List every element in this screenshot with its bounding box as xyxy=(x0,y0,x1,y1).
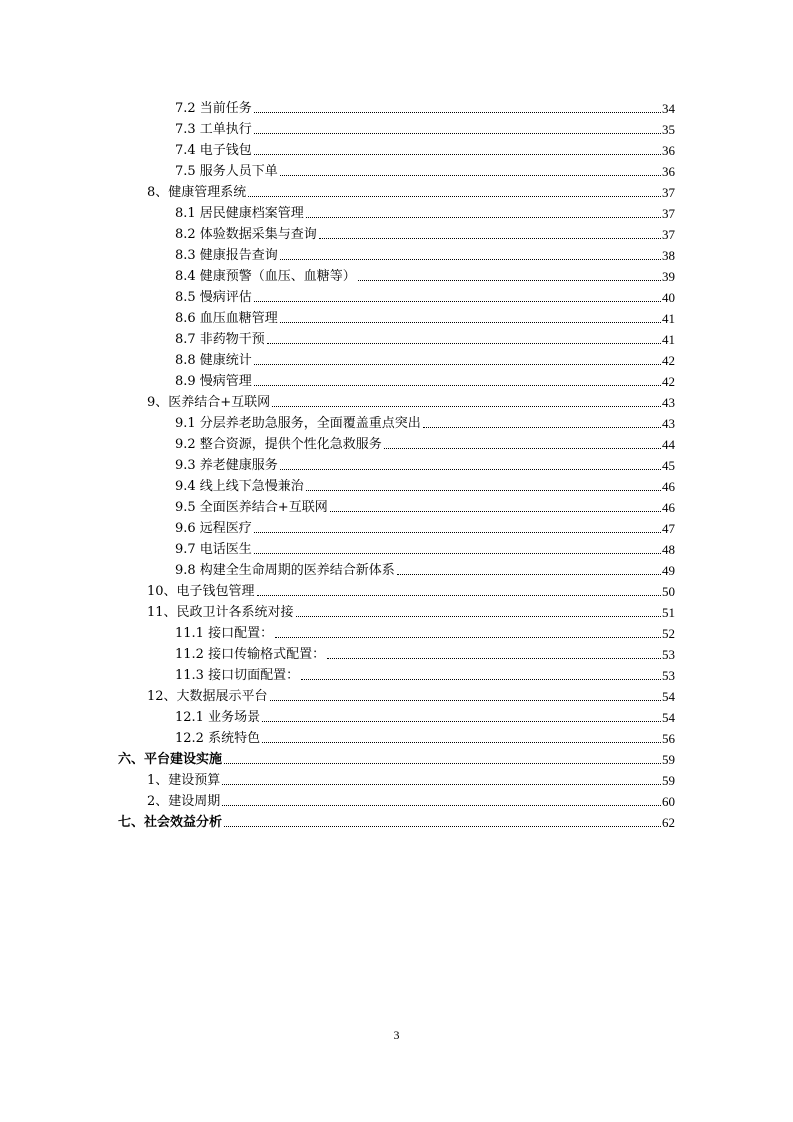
toc-entry[interactable] xyxy=(0,264,675,285)
toc-entry[interactable] xyxy=(0,201,675,222)
toc-dot-leader xyxy=(262,720,661,722)
toc-entry[interactable] xyxy=(0,222,675,243)
toc-entry[interactable] xyxy=(0,579,675,600)
toc-entry-page: 37 xyxy=(662,206,675,221)
toc-entry-page: 54 xyxy=(662,710,675,725)
toc-entry[interactable] xyxy=(0,558,675,579)
toc-entry[interactable] xyxy=(0,726,675,747)
toc-entry-page: 51 xyxy=(662,605,675,620)
toc-entry-title: 8.1 居民健康档案管理 xyxy=(175,206,304,221)
toc-entry-title: 8.6 血压血糖管理 xyxy=(175,311,278,326)
toc-dot-leader xyxy=(296,615,661,617)
toc-entry[interactable] xyxy=(0,117,675,138)
toc-entry-page: 50 xyxy=(662,584,675,599)
toc-entry-title: 8.9 慢病管理 xyxy=(175,374,252,389)
toc-entry-title: 9.6 远程医疗 xyxy=(175,521,252,536)
toc-entry[interactable] xyxy=(0,306,675,327)
toc-entry-page: 41 xyxy=(662,311,675,326)
toc-dot-leader xyxy=(306,489,661,491)
toc-entry[interactable] xyxy=(0,432,675,453)
toc-entry-title: 12.1 业务场景 xyxy=(175,710,261,725)
toc-entry-title: 9.5 全面医养结合+互联网 xyxy=(175,500,328,515)
toc-entry-title: 8.4 健康预警（血压、血糖等） xyxy=(175,269,356,284)
toc-dot-leader xyxy=(262,741,661,743)
toc-entry[interactable] xyxy=(0,789,675,810)
toc-entry[interactable] xyxy=(0,621,675,642)
toc-entry-page: 62 xyxy=(662,815,675,830)
toc-entry-page: 60 xyxy=(662,794,675,809)
toc-dot-leader xyxy=(257,594,661,596)
toc-entry-title: 8.3 健康报告查询 xyxy=(175,248,278,263)
toc-entry-page: 44 xyxy=(662,437,675,452)
toc-entry[interactable] xyxy=(0,369,675,390)
toc-entry-page: 43 xyxy=(662,395,675,410)
toc-entry[interactable] xyxy=(0,642,675,663)
toc-entry-page: 59 xyxy=(662,752,675,767)
toc-entry-page: 46 xyxy=(662,479,675,494)
toc-dot-leader xyxy=(384,447,661,449)
toc-entry[interactable] xyxy=(0,747,675,768)
toc-entry-title: 9.4 线上线下急慢兼治 xyxy=(175,479,304,494)
toc-entry[interactable] xyxy=(0,663,675,684)
toc-entry-title: 11、民政卫计各系统对接 xyxy=(147,605,294,620)
toc-entry-page: 43 xyxy=(662,416,675,431)
toc-entry-page: 42 xyxy=(662,353,675,368)
table-of-contents xyxy=(0,96,793,831)
toc-entry-title: 7.3 工单执行 xyxy=(175,122,252,137)
toc-entry-title: 1、建设预算 xyxy=(147,773,221,788)
toc-entry-page: 35 xyxy=(662,122,675,137)
toc-entry[interactable] xyxy=(0,453,675,474)
toc-entry[interactable] xyxy=(0,180,675,201)
toc-entry-title: 10、电子钱包管理 xyxy=(147,584,255,599)
toc-entry-title: 8、健康管理系统 xyxy=(147,185,247,200)
toc-entry[interactable] xyxy=(0,768,675,789)
toc-entry[interactable] xyxy=(0,348,675,369)
toc-entry-page: 39 xyxy=(662,269,675,284)
toc-entry-page: 45 xyxy=(662,458,675,473)
toc-entry[interactable] xyxy=(0,327,675,348)
toc-entry[interactable] xyxy=(0,684,675,705)
toc-dot-leader xyxy=(254,531,661,533)
toc-entry[interactable] xyxy=(0,411,675,432)
toc-dot-leader xyxy=(254,363,661,365)
toc-dot-leader xyxy=(306,216,661,218)
toc-entry-page: 53 xyxy=(662,668,675,683)
toc-entry-title: 8.7 非药物干预 xyxy=(175,332,265,347)
toc-entry-page: 59 xyxy=(662,773,675,788)
toc-entry-title: 9、医养结合+互联网 xyxy=(147,395,271,410)
toc-dot-leader xyxy=(275,636,661,638)
toc-entry-title: 9.8 构建全生命周期的医养结合新体系 xyxy=(175,563,395,578)
toc-entry[interactable] xyxy=(0,159,675,180)
toc-entry[interactable] xyxy=(0,600,675,621)
toc-entry-title: 8.2 体验数据采集与查询 xyxy=(175,227,317,242)
toc-entry-page: 56 xyxy=(662,731,675,746)
toc-entry-title: 12.2 系统特色 xyxy=(175,731,261,746)
toc-entry-page: 40 xyxy=(662,290,675,305)
toc-entry[interactable] xyxy=(0,537,675,558)
toc-entry-page: 36 xyxy=(662,164,675,179)
toc-entry[interactable] xyxy=(0,474,675,495)
page-number: 3 xyxy=(393,1028,400,1042)
toc-entry[interactable] xyxy=(0,810,675,831)
toc-entry-title: 9.7 电话医生 xyxy=(175,542,252,557)
toc-dot-leader xyxy=(280,174,661,176)
toc-entry-page: 52 xyxy=(662,626,675,641)
toc-dot-leader xyxy=(254,552,661,554)
toc-entry-page: 41 xyxy=(662,332,675,347)
toc-entry[interactable] xyxy=(0,495,675,516)
toc-entry-title: 2、建设周期 xyxy=(147,794,221,809)
toc-entry-title: 9.3 养老健康服务 xyxy=(175,458,278,473)
toc-dot-leader xyxy=(270,699,661,701)
toc-dot-leader xyxy=(222,804,661,806)
toc-dot-leader xyxy=(254,153,661,155)
toc-entry-title: 8.8 健康统计 xyxy=(175,353,252,368)
toc-dot-leader xyxy=(280,258,661,260)
toc-dot-leader xyxy=(224,825,661,827)
toc-dot-leader xyxy=(254,132,661,134)
toc-dot-leader xyxy=(272,405,661,407)
toc-dot-leader xyxy=(301,678,661,680)
toc-entry-page: 54 xyxy=(662,689,675,704)
toc-entry-page: 46 xyxy=(662,500,675,515)
toc-dot-leader xyxy=(423,426,661,428)
toc-entry-title: 9.2 整合资源，提供个性化急救服务 xyxy=(175,437,382,452)
toc-entry-title: 7.5 服务人员下单 xyxy=(175,164,278,179)
toc-entry-page: 48 xyxy=(662,542,675,557)
toc-entry[interactable] xyxy=(0,390,675,411)
toc-entry-title: 12、大数据展示平台 xyxy=(147,689,268,704)
toc-entry-page: 38 xyxy=(662,248,675,263)
toc-dot-leader xyxy=(397,573,661,575)
toc-entry-title: 七、社会效益分析 xyxy=(118,815,223,830)
toc-dot-leader xyxy=(254,384,661,386)
toc-entry[interactable] xyxy=(0,243,675,264)
toc-entry[interactable] xyxy=(0,138,675,159)
toc-entry-title: 9.1 分层养老助急服务，全面覆盖重点突出 xyxy=(175,416,421,431)
toc-dot-leader xyxy=(222,783,661,785)
toc-dot-leader xyxy=(254,300,661,302)
toc-dot-leader xyxy=(327,657,661,659)
toc-entry-page: 37 xyxy=(662,185,675,200)
toc-entry-title: 六、平台建设实施 xyxy=(118,752,223,767)
toc-dot-leader xyxy=(358,279,661,281)
toc-entry[interactable] xyxy=(0,96,675,117)
toc-entry[interactable] xyxy=(0,516,675,537)
toc-entry-title: 7.2 当前任务 xyxy=(175,101,252,116)
toc-entry-title: 8.5 慢病评估 xyxy=(175,290,252,305)
toc-entry[interactable] xyxy=(0,285,675,306)
toc-entry-page: 36 xyxy=(662,143,675,158)
toc-entry-page: 34 xyxy=(662,101,675,116)
toc-entry-page: 53 xyxy=(662,647,675,662)
toc-entry-page: 49 xyxy=(662,563,675,578)
toc-entry-title: 7.4 电子钱包 xyxy=(175,143,252,158)
toc-dot-leader xyxy=(330,510,661,512)
toc-entry-title: 11.3 接口切面配置： xyxy=(175,668,300,683)
toc-entry[interactable] xyxy=(0,705,675,726)
toc-entry-page: 42 xyxy=(662,374,675,389)
toc-dot-leader xyxy=(254,111,661,113)
toc-dot-leader xyxy=(280,468,661,470)
toc-entry-page: 47 xyxy=(662,521,675,536)
toc-dot-leader xyxy=(267,342,661,344)
toc-entry-title: 11.1 接口配置： xyxy=(175,626,274,641)
toc-dot-leader xyxy=(280,321,661,323)
toc-entry-title: 11.2 接口传输格式配置： xyxy=(175,647,326,662)
toc-dot-leader xyxy=(224,762,661,764)
toc-dot-leader xyxy=(319,237,661,239)
toc-entry-page: 37 xyxy=(662,227,675,242)
toc-dot-leader xyxy=(248,195,661,197)
